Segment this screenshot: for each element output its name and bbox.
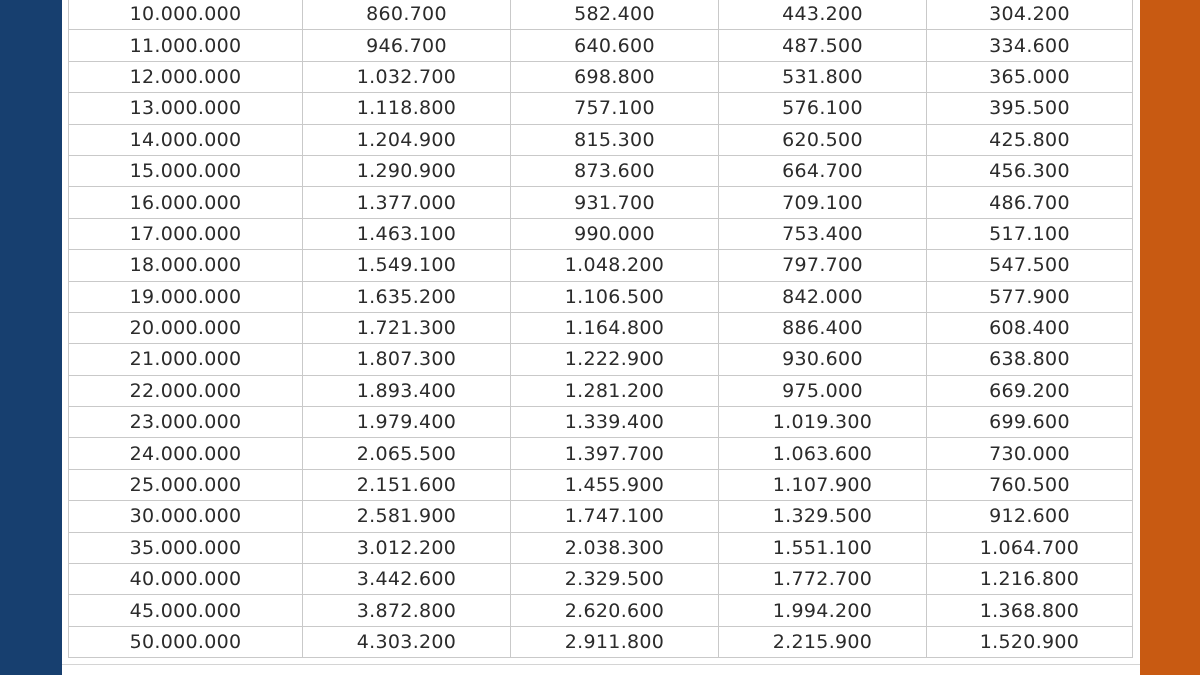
installment-cell: 1.520.900 (927, 626, 1133, 657)
installment-cell: 1.377.000 (303, 187, 511, 218)
installment-cell: 1.635.200 (303, 281, 511, 312)
installment-cell: 547.500 (927, 250, 1133, 281)
installment-cell: 1.368.800 (927, 595, 1133, 626)
right-orange-band (1140, 0, 1200, 675)
table-row (69, 407, 1133, 438)
installment-cell: 3.872.800 (303, 595, 511, 626)
installment-cell: 760.500 (927, 469, 1133, 500)
loan-amount-cell: 18.000.000 (69, 250, 303, 281)
installment-cell: 334.600 (927, 30, 1133, 61)
loan-amount-cell: 24.000.000 (69, 438, 303, 469)
installment-cell: 699.600 (927, 407, 1133, 438)
loan-amount-cell: 16.000.000 (69, 187, 303, 218)
table-row (69, 0, 1133, 30)
installment-cell: 1.281.200 (511, 375, 719, 406)
loan-amount-cell: 13.000.000 (69, 93, 303, 124)
installment-cell: 1.216.800 (927, 564, 1133, 595)
installment-cell: 753.400 (719, 218, 927, 249)
table-row (69, 626, 1133, 657)
installment-cell: 1.222.900 (511, 344, 719, 375)
loan-amount-cell: 17.000.000 (69, 218, 303, 249)
loan-amount-cell: 14.000.000 (69, 124, 303, 155)
installment-cell: 946.700 (303, 30, 511, 61)
installment-cell: 1.204.900 (303, 124, 511, 155)
installment-cell: 577.900 (927, 281, 1133, 312)
table-row (69, 438, 1133, 469)
installment-cell: 1.164.800 (511, 312, 719, 343)
installment-cell: 842.000 (719, 281, 927, 312)
left-blue-band (0, 0, 62, 675)
installment-cell: 1.107.900 (719, 469, 927, 500)
installment-cell: 815.300 (511, 124, 719, 155)
table-row (69, 469, 1133, 500)
installment-cell: 2.065.500 (303, 438, 511, 469)
table-row (69, 312, 1133, 343)
loan-amount-cell: 40.000.000 (69, 564, 303, 595)
installment-cell: 531.800 (719, 61, 927, 92)
installment-cell: 582.400 (511, 0, 719, 30)
table-row (69, 281, 1133, 312)
installment-cell: 304.200 (927, 0, 1133, 30)
installment-cell: 2.911.800 (511, 626, 719, 657)
installment-cell: 975.000 (719, 375, 927, 406)
installment-cell: 395.500 (927, 93, 1133, 124)
table-panel (62, 0, 1140, 675)
installment-cell: 730.000 (927, 438, 1133, 469)
installment-cell: 3.012.200 (303, 532, 511, 563)
table-body (69, 0, 1133, 658)
loan-amount-cell: 11.000.000 (69, 30, 303, 61)
installment-cell: 931.700 (511, 187, 719, 218)
table-row (69, 30, 1133, 61)
installment-cell: 3.442.600 (303, 564, 511, 595)
installment-cell: 576.100 (719, 93, 927, 124)
installment-cell: 1.032.700 (303, 61, 511, 92)
table-row (69, 344, 1133, 375)
installment-cell: 664.700 (719, 155, 927, 186)
table-row (69, 501, 1133, 532)
loan-amount-cell: 23.000.000 (69, 407, 303, 438)
installment-cell: 860.700 (303, 0, 511, 30)
loan-amount-cell: 20.000.000 (69, 312, 303, 343)
installment-cell: 1.979.400 (303, 407, 511, 438)
installment-cell: 1.455.900 (511, 469, 719, 500)
installment-cell: 1.994.200 (719, 595, 927, 626)
installment-cell: 608.400 (927, 312, 1133, 343)
installment-cell: 886.400 (719, 312, 927, 343)
table-row (69, 218, 1133, 249)
installment-cell: 1.118.800 (303, 93, 511, 124)
installment-cell: 487.500 (719, 30, 927, 61)
loan-amount-cell: 50.000.000 (69, 626, 303, 657)
loan-amount-cell: 12.000.000 (69, 61, 303, 92)
loan-amount-cell: 30.000.000 (69, 501, 303, 532)
installment-cell: 698.800 (511, 61, 719, 92)
installment-cell: 4.303.200 (303, 626, 511, 657)
loan-amount-cell: 25.000.000 (69, 469, 303, 500)
installment-cell: 1.807.300 (303, 344, 511, 375)
installment-cell: 797.700 (719, 250, 927, 281)
installment-cell: 2.620.600 (511, 595, 719, 626)
table-row (69, 250, 1133, 281)
installment-cell: 1.463.100 (303, 218, 511, 249)
table-row (69, 595, 1133, 626)
installment-cell: 2.581.900 (303, 501, 511, 532)
table-row (69, 375, 1133, 406)
loan-amount-cell: 15.000.000 (69, 155, 303, 186)
installment-cell: 1.551.100 (719, 532, 927, 563)
installment-cell: 757.100 (511, 93, 719, 124)
table-row (69, 564, 1133, 595)
installment-cell: 517.100 (927, 218, 1133, 249)
loan-amount-cell: 35.000.000 (69, 532, 303, 563)
installment-cell: 2.038.300 (511, 532, 719, 563)
installment-cell: 365.000 (927, 61, 1133, 92)
table-row (69, 187, 1133, 218)
installment-cell: 2.329.500 (511, 564, 719, 595)
table-bottom-edge (62, 664, 1140, 675)
installment-cell: 990.000 (511, 218, 719, 249)
installment-cell: 930.600 (719, 344, 927, 375)
loan-amount-cell: 21.000.000 (69, 344, 303, 375)
installment-cell: 1.019.300 (719, 407, 927, 438)
table-row (69, 155, 1133, 186)
installment-cell: 2.215.900 (719, 626, 927, 657)
installment-cell: 425.800 (927, 124, 1133, 155)
installment-cell: 486.700 (927, 187, 1133, 218)
installment-cell: 1.721.300 (303, 312, 511, 343)
installment-cell: 640.600 (511, 30, 719, 61)
installment-cell: 1.048.200 (511, 250, 719, 281)
installment-cell: 1.747.100 (511, 501, 719, 532)
installment-cell: 709.100 (719, 187, 927, 218)
installment-cell: 2.151.600 (303, 469, 511, 500)
installment-cell: 1.064.700 (927, 532, 1133, 563)
installment-cell: 912.600 (927, 501, 1133, 532)
installment-cell: 669.200 (927, 375, 1133, 406)
installment-cell: 1.290.900 (303, 155, 511, 186)
installment-cell: 1.329.500 (719, 501, 927, 532)
table-row (69, 532, 1133, 563)
installment-cell: 443.200 (719, 0, 927, 30)
installment-cell: 1.106.500 (511, 281, 719, 312)
loan-amount-cell: 22.000.000 (69, 375, 303, 406)
installment-cell: 873.600 (511, 155, 719, 186)
installment-cell: 638.800 (927, 344, 1133, 375)
installment-cell: 1.549.100 (303, 250, 511, 281)
installment-cell: 1.063.600 (719, 438, 927, 469)
installment-cell: 620.500 (719, 124, 927, 155)
table-row (69, 61, 1133, 92)
installment-cell: 1.339.400 (511, 407, 719, 438)
installment-table (68, 0, 1133, 658)
installment-cell: 456.300 (927, 155, 1133, 186)
installment-cell: 1.772.700 (719, 564, 927, 595)
table-row (69, 93, 1133, 124)
loan-amount-cell: 10.000.000 (69, 0, 303, 30)
loan-amount-cell: 45.000.000 (69, 595, 303, 626)
installment-cell: 1.893.400 (303, 375, 511, 406)
table-row (69, 124, 1133, 155)
loan-amount-cell: 19.000.000 (69, 281, 303, 312)
installment-cell: 1.397.700 (511, 438, 719, 469)
